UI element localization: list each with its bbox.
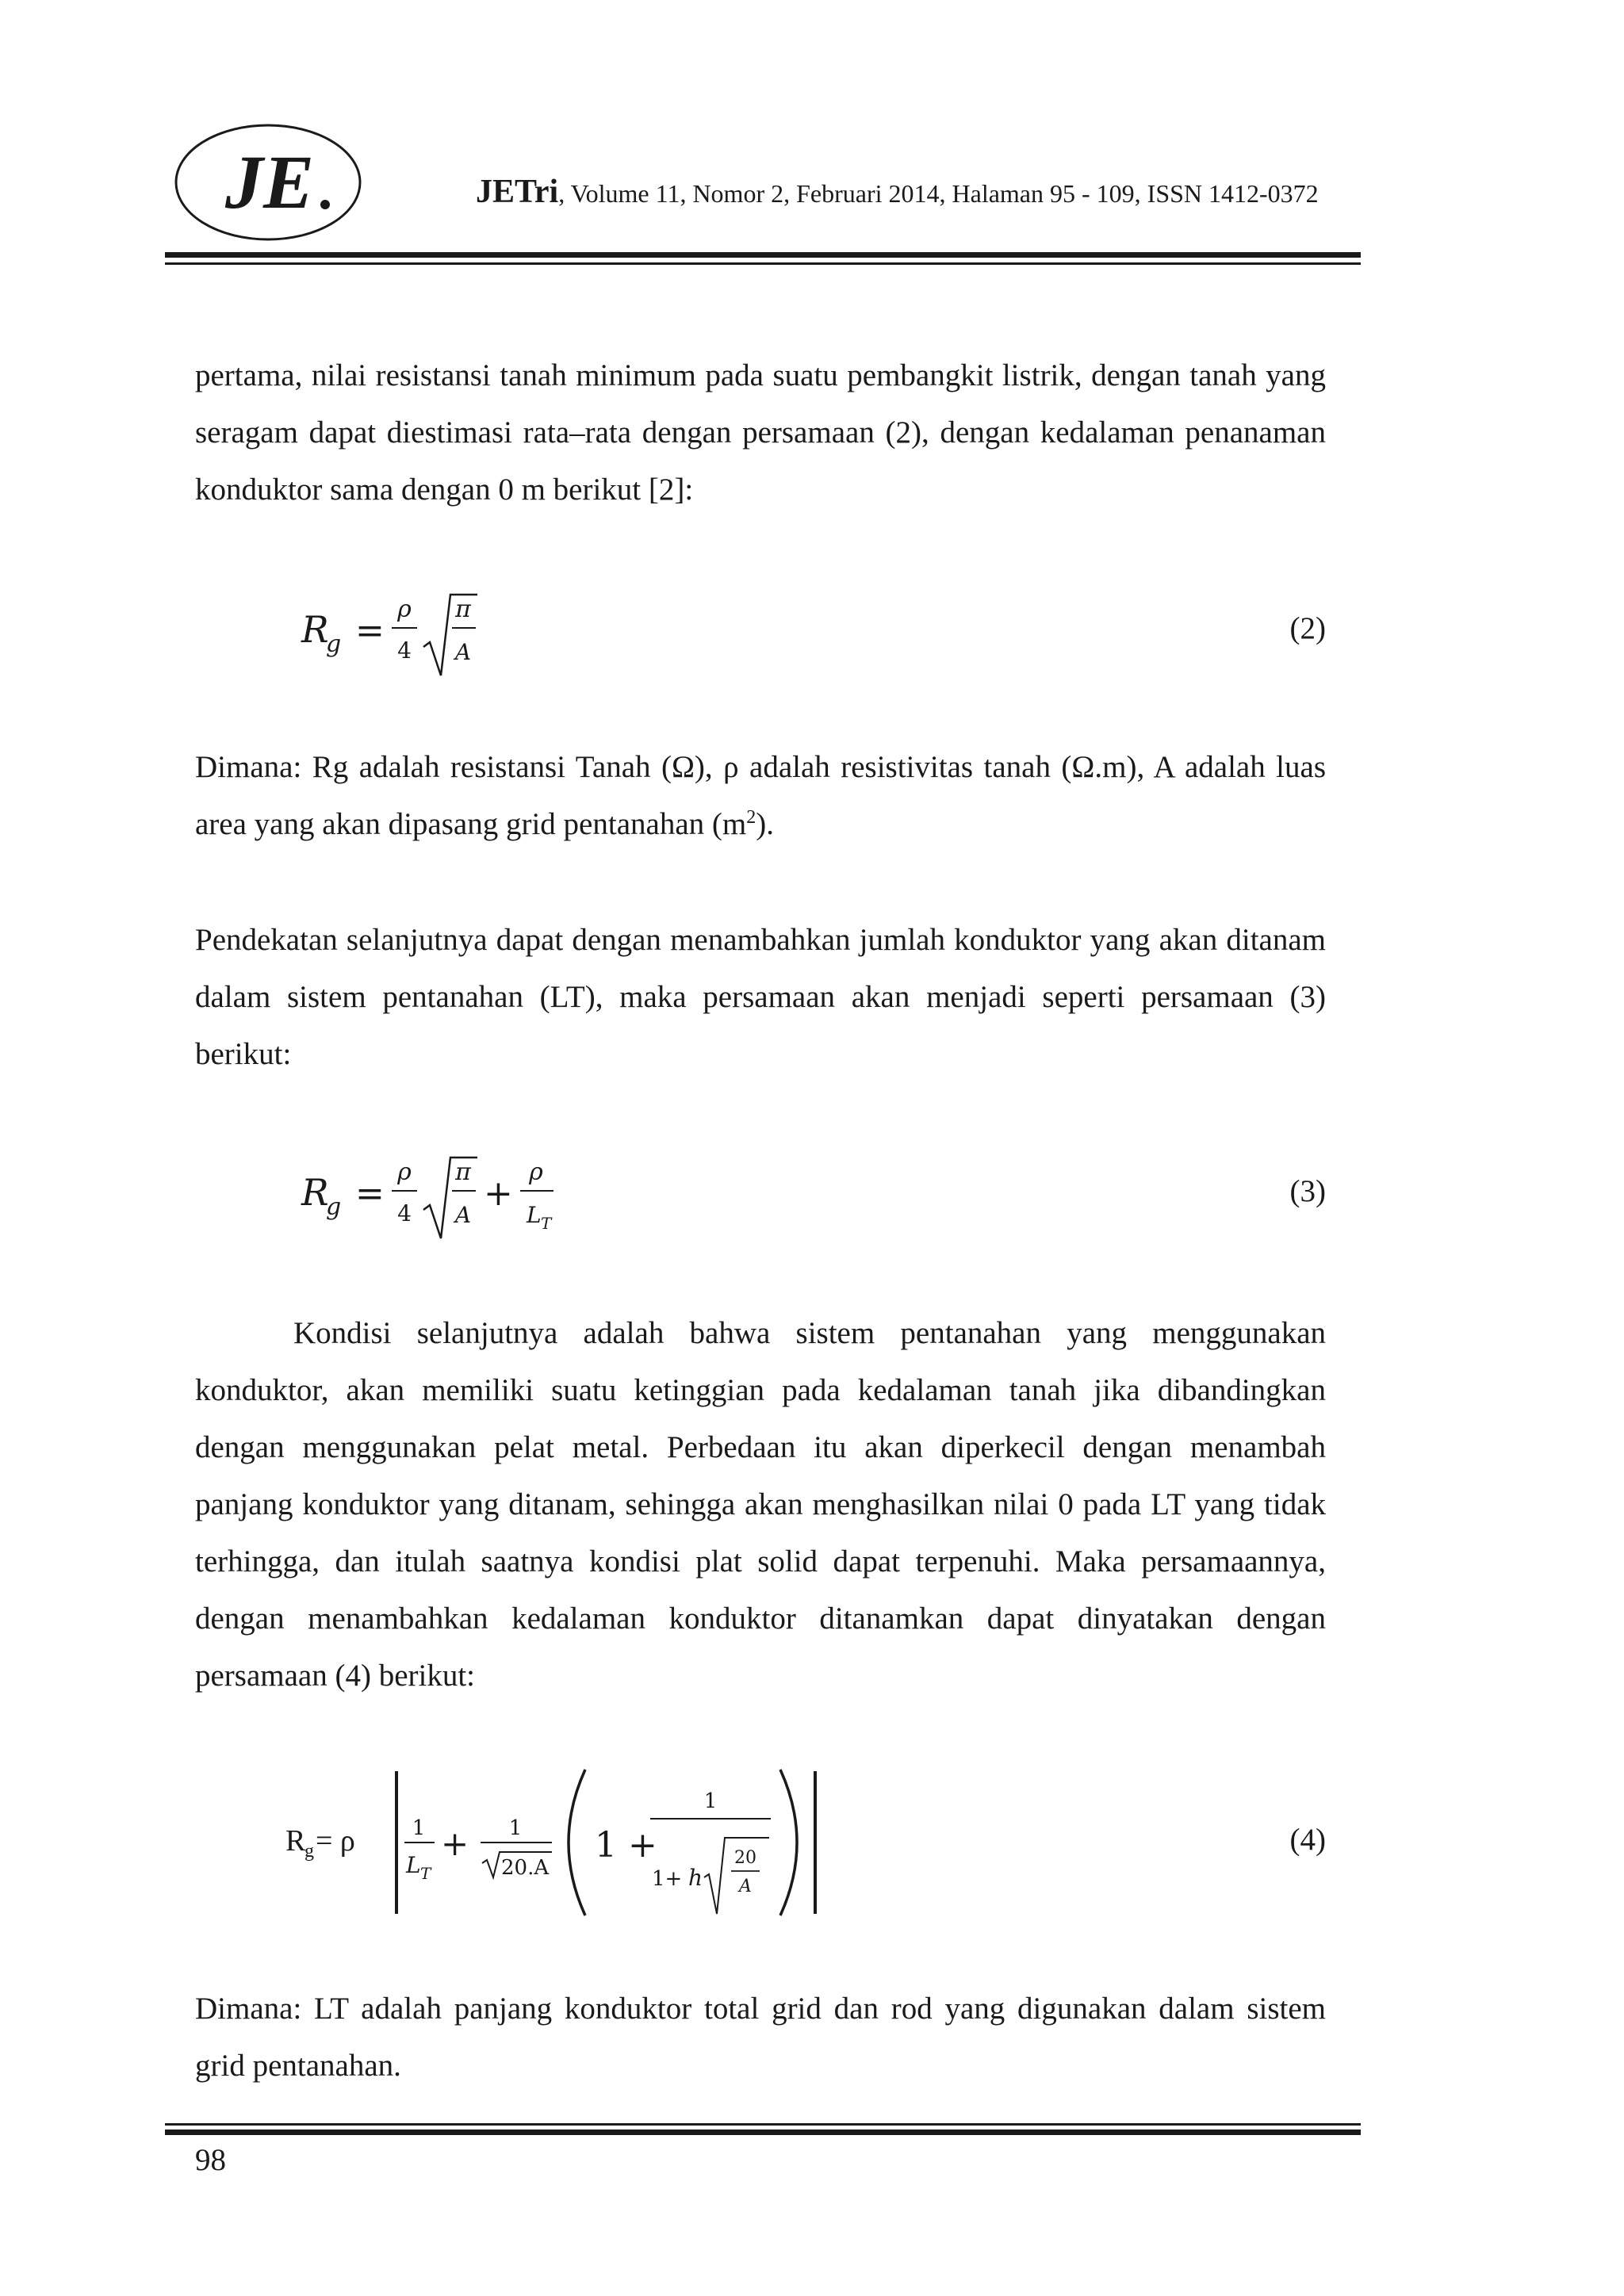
equation-3-number: (3) bbox=[1289, 1174, 1326, 1208]
footer-rule-thin bbox=[165, 2123, 1361, 2126]
eq2-lhs: R bbox=[301, 608, 329, 651]
page-number: 98 bbox=[195, 2143, 226, 2177]
eq3-L-sub: T bbox=[541, 1214, 552, 1233]
paragraph-2-end: ). bbox=[756, 807, 774, 841]
eq2-rho: ρ bbox=[397, 595, 412, 623]
equation-3 bbox=[293, 1142, 579, 1245]
eq3-rho: ρ bbox=[397, 1158, 412, 1186]
paragraph-2-superscript: 2 bbox=[746, 807, 756, 828]
eq3-rho-2: ρ bbox=[529, 1158, 543, 1186]
eq3-L: L bbox=[527, 1202, 542, 1228]
eq3-four: 4 bbox=[397, 1200, 412, 1226]
eq3-lhs-sub: g bbox=[326, 1193, 342, 1221]
paragraph-1: pertama, nilai resistansi tanah minimum pada suatu pembangkit listrik, dengan tanah yang seragam dapat diestimasi rata–rata dengan persamaan (2), dengan kedalaman penanaman konduktor sama dengan 0 m berikut [2]: bbox=[195, 358, 1326, 507]
logo-text: JE bbox=[224, 140, 315, 224]
eq4-L-sub: T bbox=[420, 1864, 431, 1883]
eq2-A: A bbox=[454, 639, 472, 665]
eq2-four: 4 bbox=[397, 637, 412, 664]
header-rule-thin bbox=[165, 262, 1361, 265]
eq4-plus-1: + bbox=[441, 1824, 469, 1863]
eq2-equals: = bbox=[355, 610, 385, 651]
eq4-one-plus-small: 1+ bbox=[652, 1867, 683, 1891]
eq4-one-plus: 1 + bbox=[595, 1825, 657, 1866]
eq4-twenty: 20 bbox=[734, 1848, 756, 1868]
eq2-pi: π bbox=[455, 595, 471, 623]
eq4-paren-left bbox=[569, 1770, 585, 1915]
equation-2 bbox=[293, 579, 508, 682]
paragraph-5: Dimana: LT adalah panjang konduktor total grid dan rod yang digunakan dalam sistem grid pentanahan. bbox=[195, 1992, 1326, 2083]
header-rule-thick bbox=[165, 252, 1361, 258]
eq4-A: A bbox=[739, 1877, 752, 1896]
journal-details: , Volume 11, Nomor 2, Februari 2014, Halaman 95 - 109, ISSN 1412-0372 bbox=[558, 179, 1319, 208]
equation-4-number: (4) bbox=[1289, 1823, 1326, 1857]
journal-logo bbox=[173, 119, 363, 246]
eq4-one-1: 1 bbox=[412, 1816, 426, 1840]
eq4-L: L bbox=[406, 1852, 421, 1878]
eq2-lhs-sub: g bbox=[326, 630, 342, 658]
paragraph-3: Pendekatan selanjutnya dapat dengan menambahkan jumlah konduktor yang akan ditanam dalam sistem pentanahan (LT), maka persamaan akan menjadi seperti persamaan (3) berikut: bbox=[195, 923, 1326, 1071]
eq4-one-3: 1 bbox=[703, 1789, 718, 1813]
paragraph-4: Kondisi selanjutnya adalah bahwa sistem pentanahan yang menggunakan konduktor, akan memiliki suatu ketinggian pada kedalaman tanah jika dibandingkan dengan menggunakan pelat metal. Perbedaan itu akan diperkecil dengan menambah panjang konduktor yang ditanam, sehingga akan menghasilkan nilai 0 pada LT yang tidak terhingga, dan itulah saatnya kondisi plat solid dapat terpenuhi. Maka persamaannya, dengan menambahkan kedalaman konduktor ditanamkan dapat dinyatakan dengan persamaan (4) berikut: bbox=[195, 1316, 1326, 1693]
eq3-A: A bbox=[454, 1202, 472, 1228]
eq4-equals-rho: = ρ bbox=[316, 1824, 355, 1858]
journal-citation bbox=[476, 173, 1319, 211]
eq3-pi: π bbox=[455, 1158, 471, 1186]
eq4-lhs: R bbox=[285, 1824, 306, 1858]
eq4-one-2: 1 bbox=[508, 1816, 523, 1840]
paragraph-2 bbox=[195, 739, 1326, 853]
eq3-lhs: R bbox=[301, 1171, 329, 1214]
eq4-h: h bbox=[688, 1865, 703, 1891]
equation-2-number: (2) bbox=[1289, 611, 1326, 645]
paragraph-2-text: Dimana: Rg adalah resistansi Tanah (Ω), ρ adalah resistivitas tanah (Ω.m), A adalah luas area yang akan dipasang grid pentanahan (m bbox=[195, 750, 1326, 841]
journal-name: JETri bbox=[476, 174, 559, 210]
footer-rule-thick bbox=[165, 2130, 1361, 2135]
eq3-plus: + bbox=[484, 1173, 513, 1214]
eq3-equals: = bbox=[355, 1173, 385, 1214]
eq4-lhs-sub: g bbox=[304, 1841, 314, 1862]
eq4-paren-right bbox=[780, 1770, 797, 1915]
eq4-sqrt-content: 20.A bbox=[501, 1856, 550, 1880]
equation-4 bbox=[285, 1758, 856, 1925]
